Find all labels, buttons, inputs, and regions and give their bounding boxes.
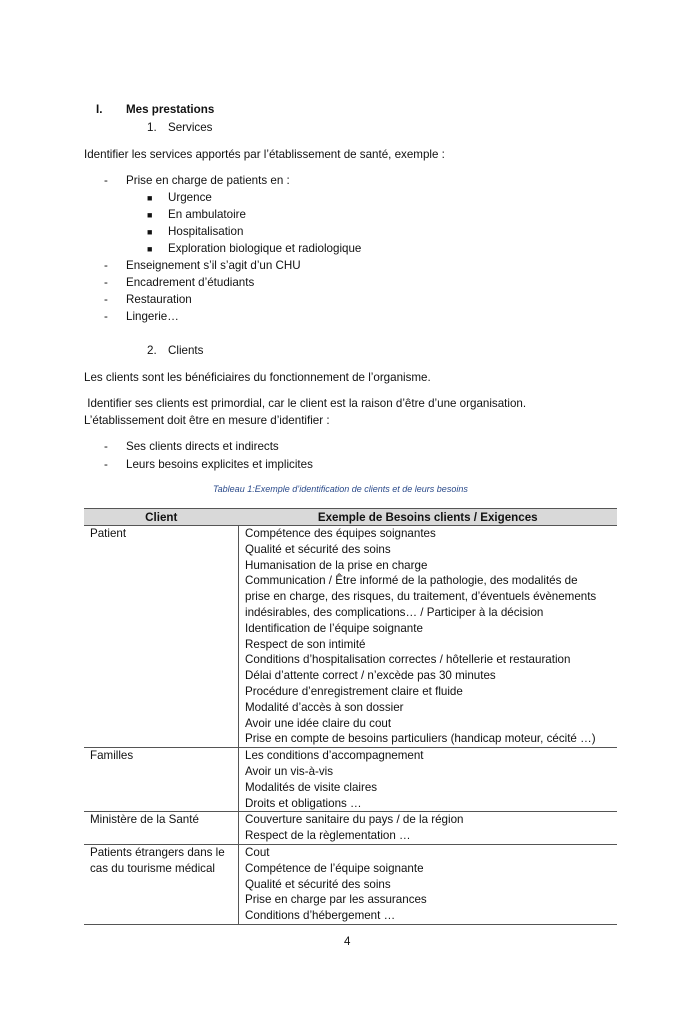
client-name: Patient [90, 527, 127, 540]
square-bullet-icon: ■ [147, 193, 153, 203]
client-name: Ministère de la Santé [90, 813, 199, 827]
section-numeral: I. [96, 103, 103, 116]
table-row [84, 748, 617, 812]
client-name: Patients étrangers dans le [90, 845, 225, 859]
need-item: Modalités de visite claires [245, 780, 378, 794]
needs-cell [239, 526, 618, 748]
needs-cell [239, 844, 618, 924]
dash-bullet: - [104, 458, 108, 471]
need-item: Modalité d’accès à son dossier [245, 700, 404, 714]
list-item: Encadrement d’étudiants [126, 276, 255, 289]
need-item: Avoir un vis-à-vis [245, 764, 334, 778]
client-cell [84, 748, 239, 812]
clients-needs-table [84, 508, 617, 925]
need-item: Droits et obligations … [245, 796, 362, 810]
need-item: Cout [245, 845, 270, 859]
dash-bullet: - [104, 174, 108, 187]
table-caption: Tableau 1:Exemple d’identification de clients et de leurs besoins [213, 484, 468, 494]
dash-bullet: - [104, 276, 108, 289]
client-name: cas du tourisme médical [90, 861, 216, 875]
list-item: Prise en charge de patients en : [126, 174, 290, 187]
list-item: Hospitalisation [168, 225, 244, 238]
clients-paragraph: L’établissement doit être en mesure d’identifier : [84, 414, 330, 427]
need-item: Avoir une idée claire du cout [245, 716, 392, 730]
need-item: Communication / Être informé de la pathologie, des modalités de [245, 574, 578, 588]
list-item: Leurs besoins explicites et implicites [126, 458, 313, 471]
need-item: Identification de l’équipe soignante [245, 621, 423, 635]
square-bullet-icon: ■ [147, 227, 153, 237]
list-item: Ses clients directs et indirects [126, 440, 279, 453]
client-cell [84, 812, 239, 845]
need-item: Prise en charge par les assurances [245, 893, 427, 907]
need-item: Respect de la règlementation … [245, 829, 411, 843]
subsection-title: Services [168, 121, 213, 134]
need-item: Couverture sanitaire du pays / de la région [245, 813, 464, 827]
need-item: Procédure d’enregistrement claire et fluide [245, 684, 463, 698]
dash-bullet: - [104, 293, 108, 306]
need-item: Conditions d’hospitalisation correctes / hôtellerie et restauration [245, 653, 571, 667]
column-header-needs: Exemple de Besoins clients / Exigences [239, 509, 618, 526]
need-item: Les conditions d’accompagnement [245, 749, 424, 763]
list-item: En ambulatoire [168, 208, 246, 221]
need-item: Compétence de l’équipe soignante [245, 861, 424, 875]
needs-cell [239, 748, 618, 812]
section-title: Mes prestations [126, 103, 215, 116]
client-cell [84, 844, 239, 924]
list-item: Restauration [126, 293, 192, 306]
client-name: Familles [90, 749, 134, 763]
need-item: Humanisation de la prise en charge [245, 558, 428, 572]
need-item: indésirables, des complications… / Participer à la décision [245, 605, 544, 619]
list-item: Enseignement s’il s’agit d’un CHU [126, 259, 301, 272]
clients-paragraph: Les clients sont les bénéficiaires du fonctionnement de l’organisme. [84, 371, 431, 384]
column-header-client: Client [84, 509, 239, 526]
clients-paragraph: Identifier ses clients est primordial, car le client est la raison d’être d’une organisation. [84, 397, 527, 410]
dash-bullet: - [104, 259, 108, 272]
table-row [84, 526, 617, 748]
list-item: Lingerie… [126, 310, 179, 323]
need-item: Compétence des équipes soignantes [245, 527, 436, 540]
need-item: Prise en compte de besoins particuliers (handicap moteur, cécité …) [245, 732, 596, 746]
list-item: Exploration biologique et radiologique [168, 242, 362, 255]
subsection-number: 1. [147, 121, 157, 134]
need-item: Conditions d’hébergement … [245, 909, 396, 923]
dash-bullet: - [104, 440, 108, 453]
need-item: Délai d’attente correct / n’excède pas 30 minutes [245, 669, 496, 683]
intro-paragraph: Identifier les services apportés par l’établissement de santé, exemple : [84, 148, 445, 161]
table-header-row [84, 509, 617, 526]
table-row [84, 844, 617, 924]
list-item: Urgence [168, 191, 212, 204]
square-bullet-icon: ■ [147, 244, 153, 254]
table-row [84, 812, 617, 845]
needs-cell [239, 812, 618, 845]
need-item: Qualité et sécurité des soins [245, 877, 391, 891]
dash-bullet: - [104, 310, 108, 323]
subsection-title: Clients [168, 344, 204, 357]
subsection-number: 2. [147, 344, 157, 357]
page-number: 4 [344, 935, 351, 948]
need-item: Respect de son intimité [245, 637, 366, 651]
square-bullet-icon: ■ [147, 210, 153, 220]
client-cell [84, 526, 239, 748]
need-item: prise en charge, des risques, du traitement, d’éventuels évènements [245, 590, 597, 604]
need-item: Qualité et sécurité des soins [245, 542, 391, 556]
